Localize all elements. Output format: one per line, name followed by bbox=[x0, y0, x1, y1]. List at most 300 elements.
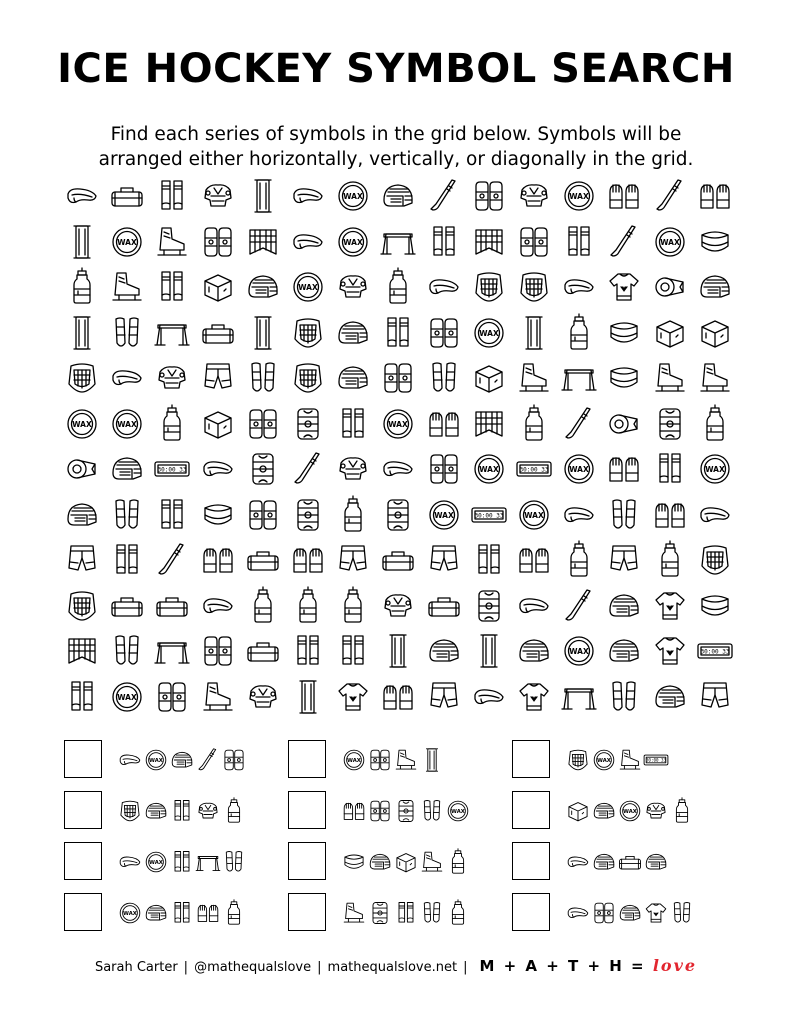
svg-text:WAX: WAX bbox=[149, 757, 163, 764]
helmet-icon bbox=[333, 313, 373, 353]
mouthguard-icon bbox=[288, 222, 328, 262]
mouthguard-icon bbox=[107, 358, 147, 398]
mouthguard-icon bbox=[564, 844, 592, 880]
neck-guard-icon bbox=[198, 495, 238, 535]
scoreboard-icon bbox=[152, 449, 192, 489]
svg-text:WAX: WAX bbox=[597, 757, 611, 764]
helmet-icon bbox=[333, 358, 373, 398]
rink-icon bbox=[288, 495, 328, 535]
puck-icon bbox=[333, 222, 373, 262]
svg-text:WAX: WAX bbox=[433, 510, 454, 520]
hockey-bag-icon bbox=[243, 540, 283, 580]
rink-icon bbox=[288, 404, 328, 444]
tape-icon bbox=[604, 404, 644, 444]
footer-author: Sarah Carter bbox=[94, 960, 178, 975]
stick-icon bbox=[650, 176, 690, 216]
svg-text:WAX: WAX bbox=[659, 237, 680, 247]
answer-checkbox[interactable] bbox=[64, 791, 102, 829]
socks-icon bbox=[559, 222, 599, 262]
pants-icon bbox=[62, 540, 102, 580]
clue-item bbox=[512, 893, 722, 933]
pants-icon bbox=[424, 677, 464, 717]
neck-guard-icon bbox=[604, 358, 644, 398]
socks-icon bbox=[333, 631, 373, 671]
scoreboard-icon bbox=[695, 631, 735, 671]
pants-icon bbox=[695, 677, 735, 717]
jersey-icon bbox=[650, 586, 690, 626]
rink-icon bbox=[392, 793, 420, 829]
gloves-icon bbox=[378, 677, 418, 717]
puck-icon bbox=[650, 222, 690, 262]
mouthguard-icon bbox=[559, 267, 599, 307]
shoulder-pads-icon bbox=[198, 176, 238, 216]
elbow-pads-icon bbox=[424, 449, 464, 489]
gloves-icon bbox=[198, 540, 238, 580]
elbow-pads-icon bbox=[220, 742, 248, 778]
shoulder-pads-icon bbox=[152, 358, 192, 398]
gloves-icon bbox=[194, 895, 222, 931]
clue-item bbox=[288, 740, 498, 780]
elbow-pads-icon bbox=[366, 793, 394, 829]
shoulder-pads-icon bbox=[243, 677, 283, 717]
face-cage-icon bbox=[288, 358, 328, 398]
helmet-icon bbox=[142, 895, 170, 931]
skate-icon bbox=[514, 358, 554, 398]
skate-icon bbox=[695, 358, 735, 398]
hockey-bag-icon bbox=[152, 586, 192, 626]
clue-item bbox=[512, 740, 722, 780]
clue-item bbox=[64, 842, 274, 882]
helmet-icon bbox=[168, 742, 196, 778]
svg-text:WAX: WAX bbox=[705, 464, 725, 474]
clue-item bbox=[512, 791, 722, 831]
gloves-icon bbox=[695, 176, 735, 216]
socks-icon bbox=[333, 404, 373, 444]
mouthguard-icon bbox=[564, 895, 592, 931]
face-cage-icon bbox=[469, 267, 509, 307]
shoulder-pads-icon bbox=[333, 449, 373, 489]
svg-text:WAX: WAX bbox=[117, 237, 137, 247]
puck-icon bbox=[288, 267, 328, 307]
svg-text:WAX: WAX bbox=[149, 859, 163, 866]
svg-text:30:00 33: 30:00 33 bbox=[157, 466, 187, 474]
helmet-icon bbox=[514, 631, 554, 671]
socks-icon bbox=[152, 495, 192, 535]
answer-checkbox[interactable] bbox=[512, 842, 550, 880]
svg-text:WAX: WAX bbox=[123, 910, 137, 917]
mouthguard-icon bbox=[198, 586, 238, 626]
mouthguard-icon bbox=[116, 742, 144, 778]
elbow-pads-icon bbox=[378, 358, 418, 398]
goalie-pad-icon bbox=[243, 313, 283, 353]
gloves-icon bbox=[604, 176, 644, 216]
stick-icon bbox=[152, 540, 192, 580]
page-title: ICE HOCKEY SYMBOL SEARCH bbox=[57, 46, 735, 92]
skate-icon bbox=[650, 358, 690, 398]
puck-icon bbox=[142, 742, 170, 778]
answer-checkbox[interactable] bbox=[512, 791, 550, 829]
shin-guard-icon bbox=[418, 793, 446, 829]
puck-icon bbox=[469, 313, 509, 353]
helmet-icon bbox=[590, 793, 618, 829]
elbow-pads-icon bbox=[514, 222, 554, 262]
water-bottle-icon bbox=[288, 586, 328, 626]
hockey-bag-icon bbox=[107, 586, 147, 626]
answer-checkbox[interactable] bbox=[288, 740, 326, 778]
ice-cube-icon bbox=[650, 313, 690, 353]
helmet-icon bbox=[604, 586, 644, 626]
goal-icon bbox=[559, 358, 599, 398]
answer-checkbox[interactable] bbox=[64, 893, 102, 931]
helmet-icon bbox=[642, 844, 670, 880]
goalie-pad-icon bbox=[469, 631, 509, 671]
stick-icon bbox=[424, 176, 464, 216]
svg-text:30:00 33: 30:00 33 bbox=[474, 511, 504, 519]
elbow-pads-icon bbox=[243, 495, 283, 535]
clue-item bbox=[64, 740, 274, 780]
svg-text:WAX: WAX bbox=[479, 328, 499, 338]
goal-icon bbox=[194, 844, 222, 880]
helmet-icon bbox=[424, 631, 464, 671]
jersey-icon bbox=[333, 677, 373, 717]
jersey-icon bbox=[650, 631, 690, 671]
instructions-line-1: Find each series of symbols in the grid below. Symbols will be bbox=[110, 124, 682, 145]
ice-cube-icon bbox=[469, 358, 509, 398]
gloves-icon bbox=[340, 793, 368, 829]
svg-text:30:00 33: 30:00 33 bbox=[700, 648, 730, 656]
ice-cube-icon bbox=[695, 313, 735, 353]
helmet-icon bbox=[616, 895, 644, 931]
shin-guard-icon bbox=[604, 677, 644, 717]
svg-text:WAX: WAX bbox=[569, 646, 589, 656]
pants-icon bbox=[333, 540, 373, 580]
water-bottle-icon bbox=[444, 844, 472, 880]
skate-icon bbox=[152, 222, 192, 262]
hockey-bag-icon bbox=[107, 176, 147, 216]
gloves-icon bbox=[650, 495, 690, 535]
shoulder-pads-icon bbox=[378, 586, 418, 626]
svg-text:WAX: WAX bbox=[343, 237, 363, 247]
svg-text:WAX: WAX bbox=[117, 419, 137, 429]
puck-icon bbox=[340, 742, 368, 778]
helmet-icon bbox=[62, 495, 102, 535]
goalie-pad-icon bbox=[514, 313, 554, 353]
shin-guard-icon bbox=[107, 495, 147, 535]
tape-icon bbox=[62, 449, 102, 489]
mouthguard-icon bbox=[469, 677, 509, 717]
stick-icon bbox=[288, 449, 328, 489]
svg-text:WAX: WAX bbox=[623, 808, 637, 815]
shin-guard-icon bbox=[424, 358, 464, 398]
clue-item bbox=[288, 893, 498, 933]
elbow-pads-icon bbox=[424, 313, 464, 353]
puck-icon bbox=[62, 404, 102, 444]
shin-guard-icon bbox=[107, 313, 147, 353]
skate-icon bbox=[392, 742, 420, 778]
gloves-icon bbox=[424, 404, 464, 444]
puck-icon bbox=[107, 404, 147, 444]
water-bottle-icon bbox=[695, 404, 735, 444]
goal-icon bbox=[152, 631, 192, 671]
net-icon bbox=[469, 404, 509, 444]
jersey-icon bbox=[604, 267, 644, 307]
puck-icon bbox=[107, 222, 147, 262]
puck-icon bbox=[378, 404, 418, 444]
svg-text:30:00 33: 30:00 33 bbox=[519, 466, 549, 474]
puck-icon bbox=[142, 844, 170, 880]
face-cage-icon bbox=[62, 586, 102, 626]
shoulder-pads-icon bbox=[514, 176, 554, 216]
water-bottle-icon bbox=[559, 313, 599, 353]
rink-icon bbox=[650, 404, 690, 444]
helmet-icon bbox=[650, 677, 690, 717]
neck-guard-icon bbox=[604, 313, 644, 353]
skate-icon bbox=[616, 742, 644, 778]
hockey-bag-icon bbox=[378, 540, 418, 580]
mouthguard-icon bbox=[62, 176, 102, 216]
pants-icon bbox=[198, 358, 238, 398]
symbol-grid bbox=[62, 176, 732, 716]
mouthguard-icon bbox=[514, 586, 554, 626]
net-icon bbox=[469, 222, 509, 262]
socks-icon bbox=[168, 793, 196, 829]
rink-icon bbox=[243, 449, 283, 489]
goalie-pad-icon bbox=[62, 222, 102, 262]
answer-checkbox[interactable] bbox=[512, 740, 550, 778]
clue-item bbox=[512, 842, 722, 882]
footer: Sarah Carter | @mathequalslove | mathequalslove.net | M + A + T + H = love bbox=[94, 956, 698, 975]
shoulder-pads-icon bbox=[194, 793, 222, 829]
socks-icon bbox=[107, 540, 147, 580]
elbow-pads-icon bbox=[152, 677, 192, 717]
goalie-pad-icon bbox=[288, 677, 328, 717]
ice-cube-icon bbox=[564, 793, 592, 829]
puck-icon bbox=[514, 495, 554, 535]
shin-guard-icon bbox=[668, 895, 696, 931]
water-bottle-icon bbox=[62, 267, 102, 307]
shin-guard-icon bbox=[418, 895, 446, 931]
water-bottle-icon bbox=[378, 267, 418, 307]
elbow-pads-icon bbox=[198, 631, 238, 671]
skate-icon bbox=[340, 895, 368, 931]
stick-icon bbox=[194, 742, 222, 778]
puck-icon bbox=[116, 895, 144, 931]
water-bottle-icon bbox=[559, 540, 599, 580]
net-icon bbox=[243, 222, 283, 262]
socks-icon bbox=[650, 449, 690, 489]
puck-icon bbox=[424, 495, 464, 535]
helmet-icon bbox=[243, 267, 283, 307]
goalie-pad-icon bbox=[62, 313, 102, 353]
shin-guard-icon bbox=[243, 358, 283, 398]
water-bottle-icon bbox=[152, 404, 192, 444]
skate-icon bbox=[107, 267, 147, 307]
puck-icon bbox=[616, 793, 644, 829]
goalie-pad-icon bbox=[378, 631, 418, 671]
hockey-bag-icon bbox=[243, 631, 283, 671]
neck-guard-icon bbox=[340, 844, 368, 880]
svg-text:WAX: WAX bbox=[524, 510, 544, 520]
shoulder-pads-icon bbox=[333, 267, 373, 307]
scoreboard-icon bbox=[642, 742, 670, 778]
goal-icon bbox=[152, 313, 192, 353]
goal-icon bbox=[559, 677, 599, 717]
footer-website: mathequalslove.net bbox=[327, 960, 458, 975]
elbow-pads-icon bbox=[198, 222, 238, 262]
clue-item bbox=[288, 791, 498, 831]
ice-cube-icon bbox=[198, 404, 238, 444]
socks-icon bbox=[469, 540, 509, 580]
jersey-icon bbox=[514, 677, 554, 717]
answer-checkbox[interactable] bbox=[288, 791, 326, 829]
mouthguard-icon bbox=[559, 495, 599, 535]
rink-icon bbox=[469, 586, 509, 626]
svg-text:WAX: WAX bbox=[72, 419, 92, 429]
skate-icon bbox=[418, 844, 446, 880]
gloves-icon bbox=[288, 540, 328, 580]
elbow-pads-icon bbox=[243, 404, 283, 444]
helmet-icon bbox=[695, 267, 735, 307]
socks-icon bbox=[168, 844, 196, 880]
hockey-bag-icon bbox=[424, 586, 464, 626]
mouthguard-icon bbox=[695, 495, 735, 535]
helmet-icon bbox=[604, 631, 644, 671]
rink-icon bbox=[378, 495, 418, 535]
puck-icon bbox=[559, 176, 599, 216]
shin-guard-icon bbox=[107, 631, 147, 671]
svg-text:WAX: WAX bbox=[117, 692, 137, 702]
face-cage-icon bbox=[288, 313, 328, 353]
pants-icon bbox=[604, 540, 644, 580]
face-cage-icon bbox=[62, 358, 102, 398]
water-bottle-icon bbox=[514, 404, 554, 444]
svg-text:WAX: WAX bbox=[479, 464, 499, 474]
water-bottle-icon bbox=[333, 495, 373, 535]
answer-checkbox[interactable] bbox=[288, 842, 326, 880]
face-cage-icon bbox=[514, 267, 554, 307]
stick-icon bbox=[559, 586, 599, 626]
stick-icon bbox=[559, 404, 599, 444]
svg-text:WAX: WAX bbox=[298, 282, 318, 292]
rink-icon bbox=[366, 895, 394, 931]
neck-guard-icon bbox=[695, 586, 735, 626]
pants-icon bbox=[424, 540, 464, 580]
elbow-pads-icon bbox=[469, 176, 509, 216]
shoulder-pads-icon bbox=[642, 793, 670, 829]
hockey-bag-icon bbox=[616, 844, 644, 880]
answer-checkbox[interactable] bbox=[64, 740, 102, 778]
socks-icon bbox=[168, 895, 196, 931]
helmet-icon bbox=[366, 844, 394, 880]
socks-icon bbox=[62, 677, 102, 717]
helmet-icon bbox=[142, 793, 170, 829]
jersey-icon bbox=[642, 895, 670, 931]
answer-checkbox[interactable] bbox=[288, 893, 326, 931]
goal-icon bbox=[378, 222, 418, 262]
puck-icon bbox=[559, 631, 599, 671]
instructions-line-2: arranged either horizontally, vertically, or diagonally in the grid. bbox=[98, 149, 694, 170]
water-bottle-icon bbox=[220, 895, 248, 931]
mouthguard-icon bbox=[198, 449, 238, 489]
water-bottle-icon bbox=[668, 793, 696, 829]
helmet-icon bbox=[378, 176, 418, 216]
mouthguard-icon bbox=[424, 267, 464, 307]
footer-brand-logo: M + A + T + H = love bbox=[479, 956, 698, 975]
svg-text:WAX: WAX bbox=[388, 419, 409, 429]
socks-icon bbox=[392, 895, 420, 931]
neck-guard-icon bbox=[695, 222, 735, 262]
water-bottle-icon bbox=[444, 895, 472, 931]
instructions bbox=[60, 122, 732, 172]
goalie-pad-icon bbox=[243, 176, 283, 216]
water-bottle-icon bbox=[243, 586, 283, 626]
gloves-icon bbox=[604, 449, 644, 489]
face-cage-icon bbox=[695, 540, 735, 580]
clue-list bbox=[64, 740, 744, 940]
clue-item bbox=[288, 842, 498, 882]
svg-text:WAX: WAX bbox=[451, 808, 465, 815]
scoreboard-icon bbox=[514, 449, 554, 489]
footer-handle: @mathequalslove bbox=[194, 960, 312, 975]
hockey-bag-icon bbox=[198, 313, 238, 353]
svg-text:30:00 33: 30:00 33 bbox=[645, 757, 667, 763]
net-icon bbox=[62, 631, 102, 671]
svg-text:WAX: WAX bbox=[569, 464, 589, 474]
elbow-pads-icon bbox=[590, 895, 618, 931]
shin-guard-icon bbox=[604, 495, 644, 535]
socks-icon bbox=[288, 631, 328, 671]
socks-icon bbox=[424, 222, 464, 262]
svg-text:WAX: WAX bbox=[347, 757, 361, 764]
ice-cube-icon bbox=[392, 844, 420, 880]
water-bottle-icon bbox=[333, 586, 373, 626]
socks-icon bbox=[152, 176, 192, 216]
answer-checkbox[interactable] bbox=[512, 893, 550, 931]
answer-checkbox[interactable] bbox=[64, 842, 102, 880]
socks-icon bbox=[152, 267, 192, 307]
shin-guard-icon bbox=[220, 844, 248, 880]
ice-cube-icon bbox=[198, 267, 238, 307]
skate-icon bbox=[198, 677, 238, 717]
water-bottle-icon bbox=[650, 540, 690, 580]
face-cage-icon bbox=[564, 742, 592, 778]
puck-icon bbox=[469, 449, 509, 489]
puck-icon bbox=[444, 793, 472, 829]
clue-item bbox=[64, 893, 274, 933]
helmet-icon bbox=[590, 844, 618, 880]
stick-icon bbox=[604, 222, 644, 262]
mouthguard-icon bbox=[116, 844, 144, 880]
mouthguard-icon bbox=[378, 449, 418, 489]
socks-icon bbox=[378, 313, 418, 353]
puck-icon bbox=[590, 742, 618, 778]
puck-icon bbox=[333, 176, 373, 216]
clue-item bbox=[64, 791, 274, 831]
svg-text:WAX: WAX bbox=[569, 191, 589, 201]
water-bottle-icon bbox=[220, 793, 248, 829]
puck-icon bbox=[695, 449, 735, 489]
mouthguard-icon bbox=[288, 176, 328, 216]
scoreboard-icon bbox=[469, 495, 509, 535]
helmet-icon bbox=[107, 449, 147, 489]
face-cage-icon bbox=[116, 793, 144, 829]
svg-text:WAX: WAX bbox=[343, 191, 363, 201]
puck-icon bbox=[559, 449, 599, 489]
elbow-pads-icon bbox=[366, 742, 394, 778]
puck-icon bbox=[107, 677, 147, 717]
tape-icon bbox=[650, 267, 690, 307]
gloves-icon bbox=[514, 540, 554, 580]
